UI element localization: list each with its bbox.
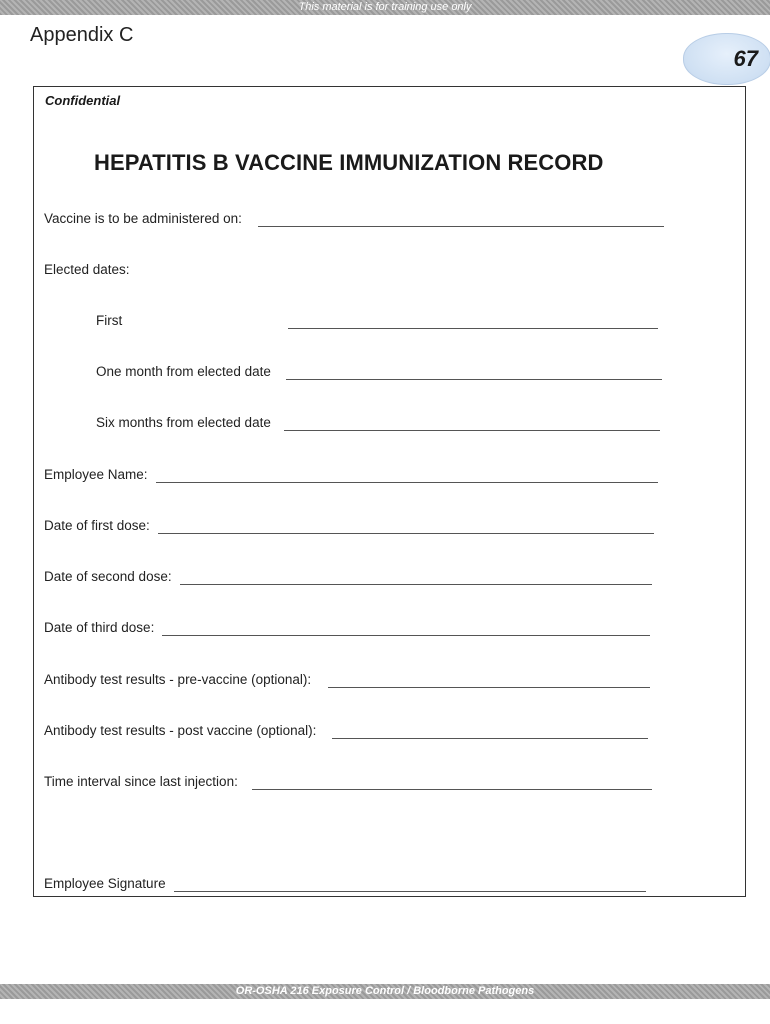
administered-on-label: Vaccine is to be administered on: [44,211,242,226]
administered-on-field[interactable] [258,226,664,227]
appendix-label: Appendix C [30,24,134,46]
training-notice-band [0,0,770,15]
page-number-badge [683,33,770,85]
first-dose-label: Date of first dose: [44,518,150,533]
employee-signature-label: Employee Signature [44,876,166,891]
first-date-field[interactable] [288,328,658,329]
employee-signature-field[interactable] [174,891,646,892]
time-interval-field[interactable] [252,789,652,790]
employee-name-field[interactable] [156,482,658,483]
second-dose-field[interactable] [180,584,652,585]
first-dose-field[interactable] [158,533,654,534]
time-interval-label: Time interval since last injection: [44,774,238,789]
third-dose-label: Date of third dose: [44,620,155,635]
footer-band [0,984,770,999]
page-number: 67 [733,46,758,71]
employee-name-label: Employee Name: [44,467,148,482]
post-vaccine-field[interactable] [332,738,648,739]
post-vaccine-label: Antibody test results - post vaccine (optional): [44,723,317,738]
one-month-date-label: One month from elected date [96,364,271,379]
one-month-date-field[interactable] [286,379,662,380]
footer-course-title: OR-OSHA 216 Exposure Control / Bloodborne Pathogens [235,985,535,997]
second-dose-label: Date of second dose: [44,569,172,584]
form-title: HEPATITIS B VACCINE IMMUNIZATION RECORD [94,150,604,175]
pre-vaccine-label: Antibody test results - pre-vaccine (optional): [44,672,312,687]
immunization-record-form [33,86,746,897]
first-date-label: First [96,313,123,328]
pre-vaccine-field[interactable] [328,687,650,688]
confidential-label: Confidential [45,93,121,108]
training-notice: This material is for training use only [298,1,472,13]
third-dose-field[interactable] [162,635,650,636]
six-months-date-field[interactable] [284,430,660,431]
elected-dates-label: Elected dates: [44,262,130,277]
six-months-date-label: Six months from elected date [96,415,271,430]
